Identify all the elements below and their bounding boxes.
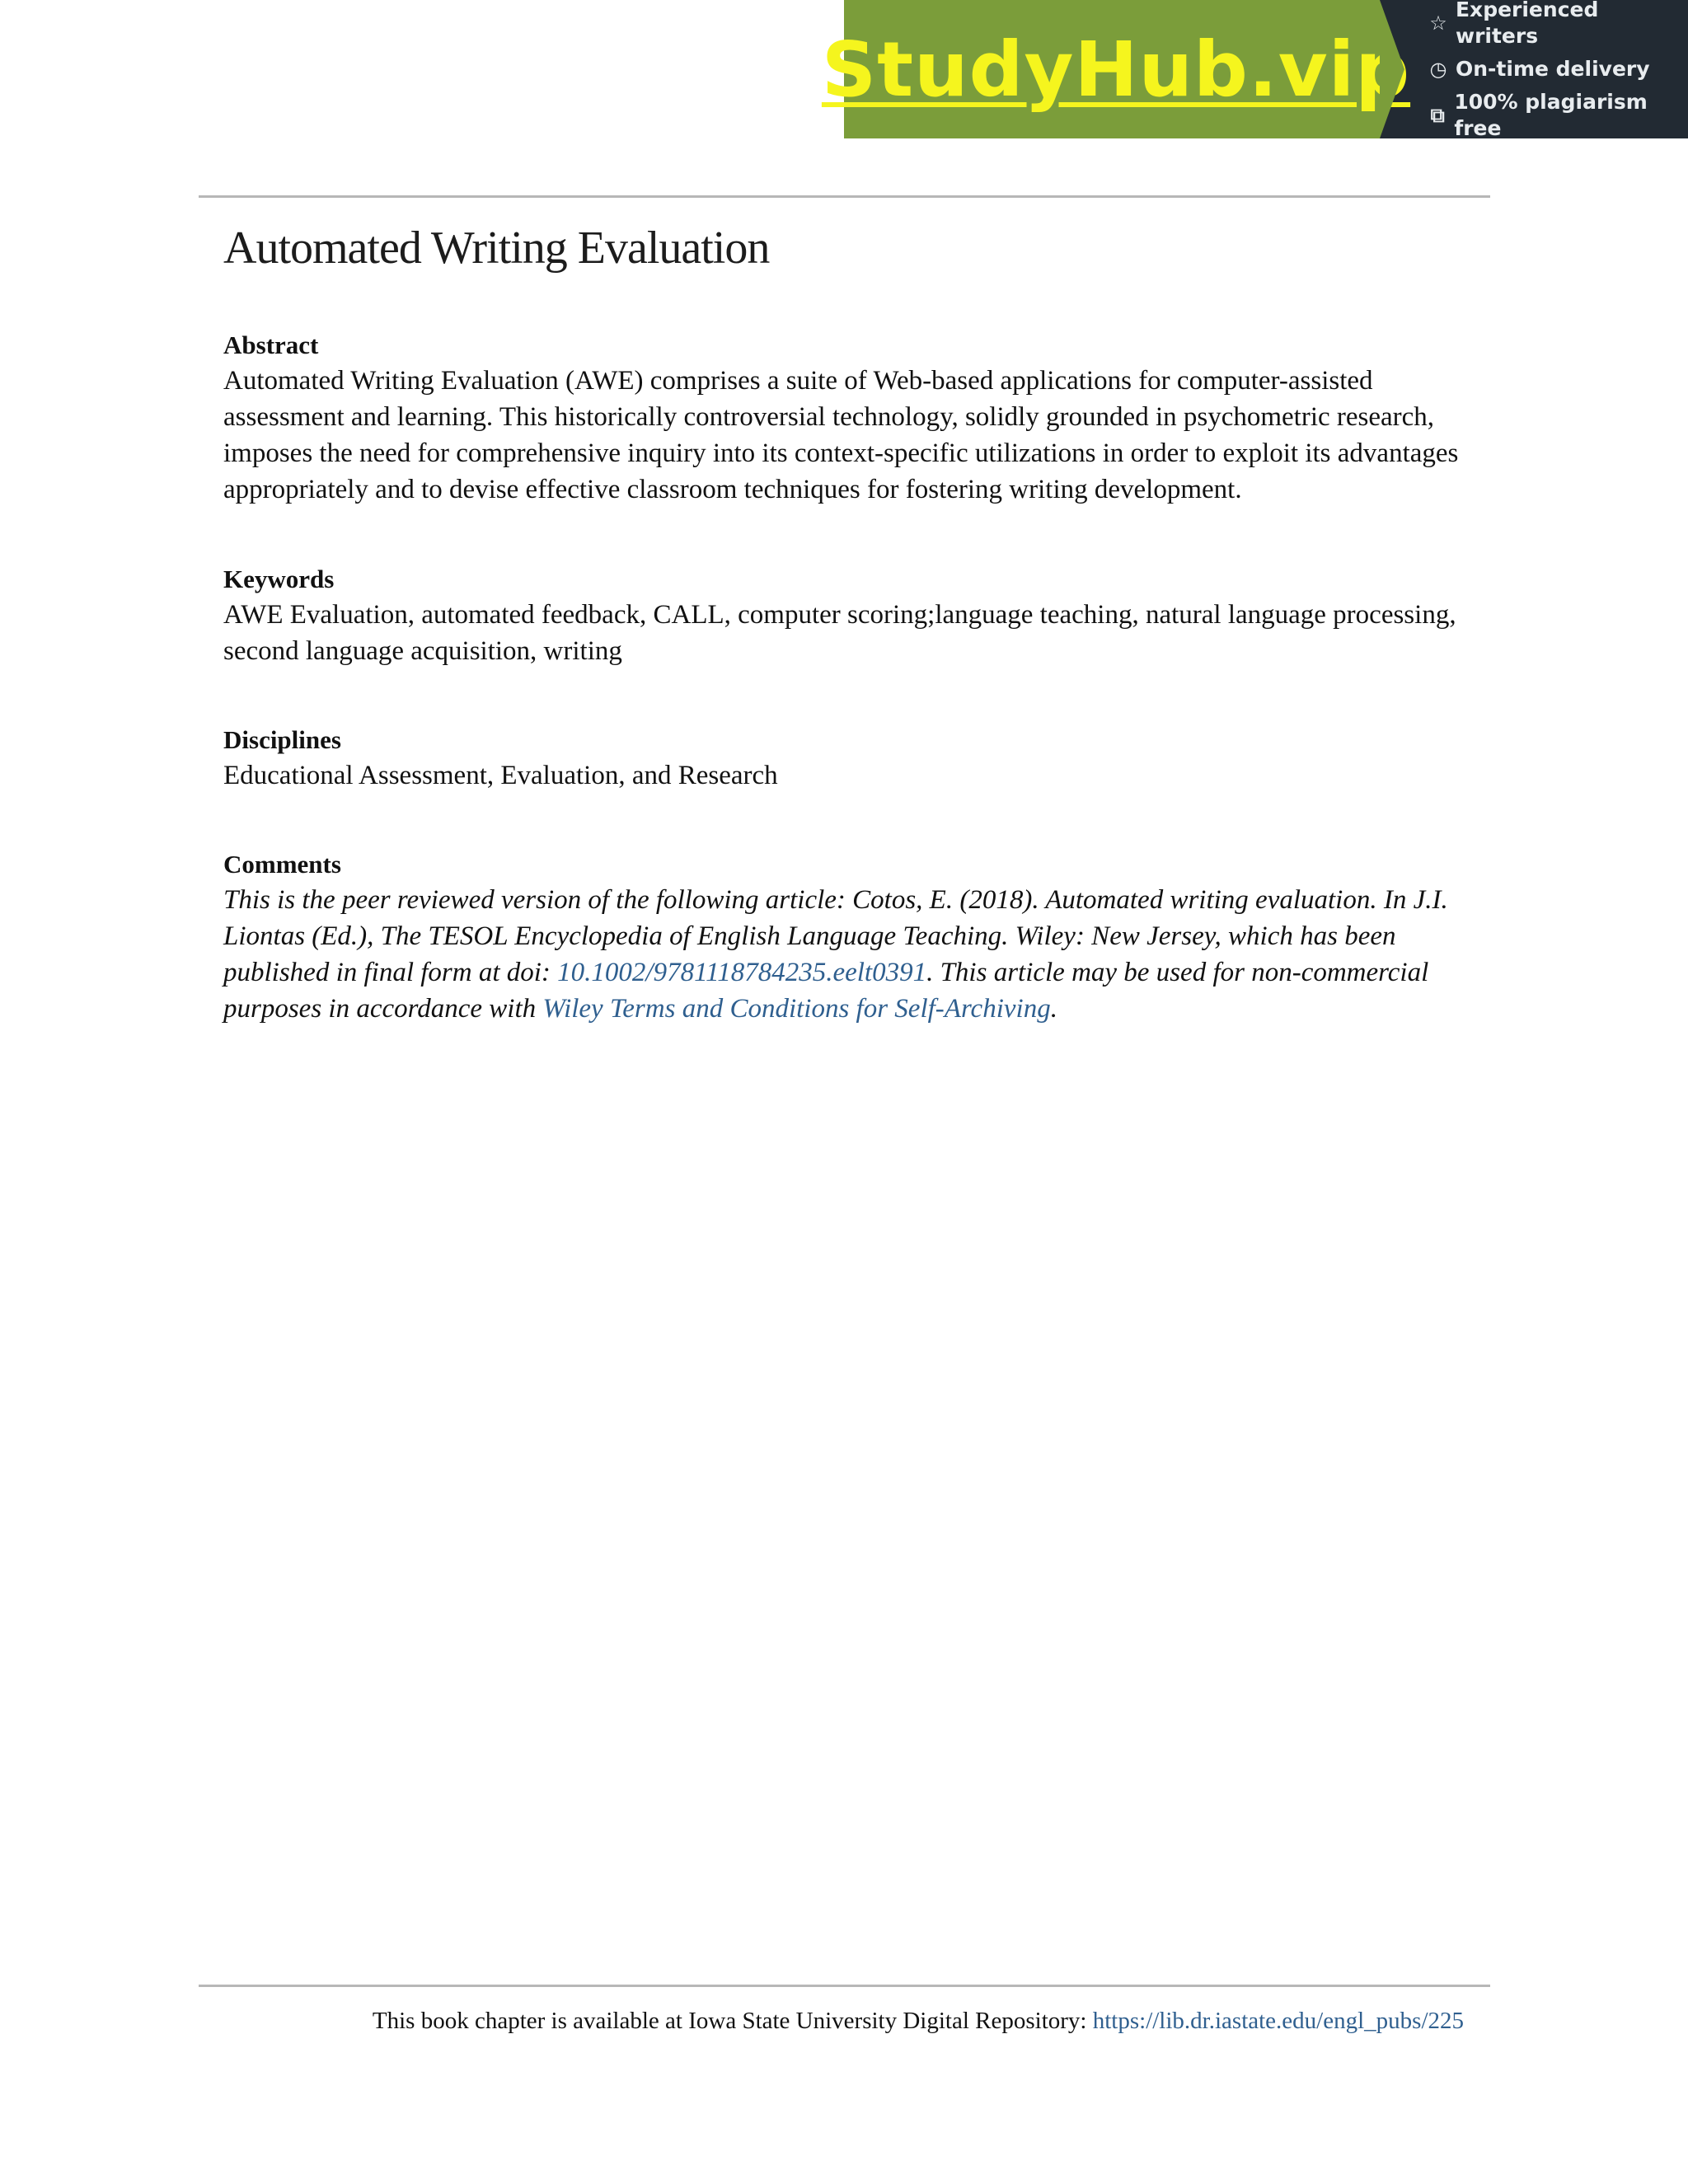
clock-icon: ◷: [1429, 58, 1447, 81]
studyhub-banner[interactable]: [821, 0, 1688, 140]
repository-link[interactable]: https://lib.dr.iastate.edu/engl_pubs/225: [1092, 2008, 1464, 2034]
banner-features: [1380, 0, 1688, 138]
doi-link[interactable]: 10.1002/9781118784235.eelt0391: [557, 958, 927, 987]
copy-icon: ⧉: [1430, 104, 1445, 127]
document-content: [223, 216, 1484, 1024]
bottom-divider: [199, 1985, 1490, 1987]
abstract-section: [223, 328, 1484, 508]
keywords-body: AWE Evaluation, automated feedback, CALL, computer scoring;language teaching, natural language processing, second language acquisition, writing: [223, 600, 1456, 666]
comments-heading: Comments: [223, 850, 341, 879]
feature-label: 100% plagiarism free: [1454, 90, 1648, 140]
comments-text-part-2: . This article may be used for non-commercial purposes in accordance with: [223, 958, 1429, 1024]
studyhub-logo[interactable]: [821, 0, 1411, 138]
star-outline-icon: ☆: [1429, 12, 1447, 35]
comments-section: [223, 847, 1484, 1027]
feature-label: On-time delivery: [1456, 57, 1650, 81]
disciplines-heading: Disciplines: [223, 725, 341, 754]
feature-experienced-writers: [1426, 0, 1688, 49]
feature-plagiarism-free: [1426, 89, 1688, 142]
disciplines-section: [223, 723, 1484, 794]
document-title: Automated Writing Evaluation: [223, 223, 770, 274]
abstract-body: Automated Writing Evaluation (AWE) comprises a suite of Web-based applications for computer-assisted assessment and learning. This historically controversial technology, solidly grounded in psychometric research, imposes the need for comprehensive inquiry into its context-specific utilizations in order to exploit its advantages appropriately and to devise effective classroom techniques for fostering writing development.: [223, 366, 1459, 504]
footer-text: This book chapter is available at Iowa State University Digital Repository:: [372, 2008, 1093, 2034]
wiley-terms-link[interactable]: Wiley Terms and Conditions for Self-Archiving: [542, 994, 1051, 1024]
abstract-heading: Abstract: [223, 330, 319, 359]
banner-notch: [1380, 0, 1404, 138]
feature-label: Experienced writers: [1455, 0, 1599, 48]
feature-on-time-delivery: [1426, 56, 1688, 82]
comments-body: [223, 882, 1484, 1027]
disciplines-body: Educational Assessment, Evaluation, and Research: [223, 761, 778, 790]
comments-text-part-3: .: [1050, 994, 1057, 1024]
keywords-heading: Keywords: [223, 565, 335, 593]
studyhub-logo-text: StudyHub.vip: [821, 25, 1411, 114]
comments-text-part-1: This is the peer reviewed version of the following article: Cotos, E. (2018). Automated writing evaluation. In J.I. Liontas (Ed.), The TESOL Encyclopedia of English Language Teaching. Wiley: New Jersey, which has been published in final form at doi:: [223, 885, 1448, 987]
top-divider: [199, 195, 1490, 198]
repository-footer: [373, 2004, 1464, 2037]
keywords-section: [223, 562, 1484, 669]
